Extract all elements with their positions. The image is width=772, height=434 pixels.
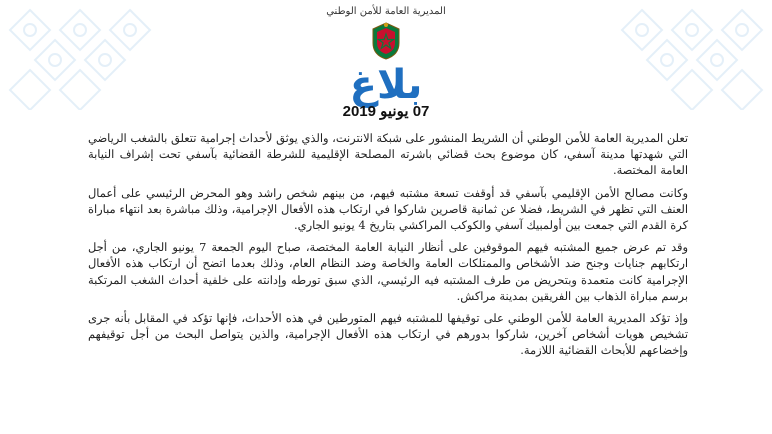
paragraph-3: وقد تم عرض جميع المشتبه فيهم الموقوفين على أنظار النيابة العامة المختصة، صباح اليوم الجمعة 7 يونيو الجاري، من أجل ارتكابهم جنايات وجنح ضد الأشخاص والممتلكات العامة والخاصة وضد النظام العام، وذلك بعدما اتضح أن ارتكاب هذه الأفعال الإجرامية كانت متعمدة وبتحريض من طرف المشتبه فيه الرئيسي، الذي سبق تورطه وإدانته على خلفية أحداث الشغب المرتكبة برسم مباراة الذهاب بين الفريقين بمدينة مراكش. <box>88 240 688 303</box>
document-title: بلاغ <box>349 62 423 108</box>
document-date: 07 يونيو 2019 <box>342 103 430 120</box>
document-body <box>88 130 688 365</box>
letterhead <box>0 6 772 61</box>
organization-name: المديرية العامة للأمن الوطني <box>326 6 446 17</box>
paragraph-1: تعلن المديرية العامة للأمن الوطني أن الشريط المنشور على شبكة الانترنت، والذي يوثق لأحداث إجرامية تتعلق بالشغب الرياضي التي شهدتها مدينة آسفي، كان موضوع بحث قضائي باشرته المصلحة الإقليمية للشرطة القضائية بآسفي تحت إشراف النيابة العامة المختصة. <box>88 131 688 178</box>
paragraph-2: وكانت مصالح الأمن الإقليمي بآسفي قد أوقفت تسعة مشتبه فيهم، من بينهم شخص راشد وهو المحرض الرئيسي على أعمال العنف التي تظهر في الشريط، فضلا عن ثمانية قاصرين شاركوا في ارتكاب هذه الأفعال الإجرامية، وذلك مباشرة بعد انتهاء مباراة كرة القدم التي جمعت بين أولمبيك آسفي والكوكب المراكشي بتاريخ 4 يونيو الجاري. <box>88 185 688 233</box>
dgsn-emblem-icon <box>369 21 403 61</box>
paragraph-4: وإذ تؤكد المديرية العامة للأمن الوطني على توقيفها للمشتبه فيهم المتورطين في هذه الأحداث، فإنها تؤكد في المقابل بأنه جرى تشخيص هويات أشخاص آخرين، شاركوا بدورهم في ارتكاب هذه الأفعال الإجرامية، والذين يتواصل البحث من أجل توقيفهم وإخضاعهم للأبحاث القضائية اللازمة. <box>88 311 688 358</box>
